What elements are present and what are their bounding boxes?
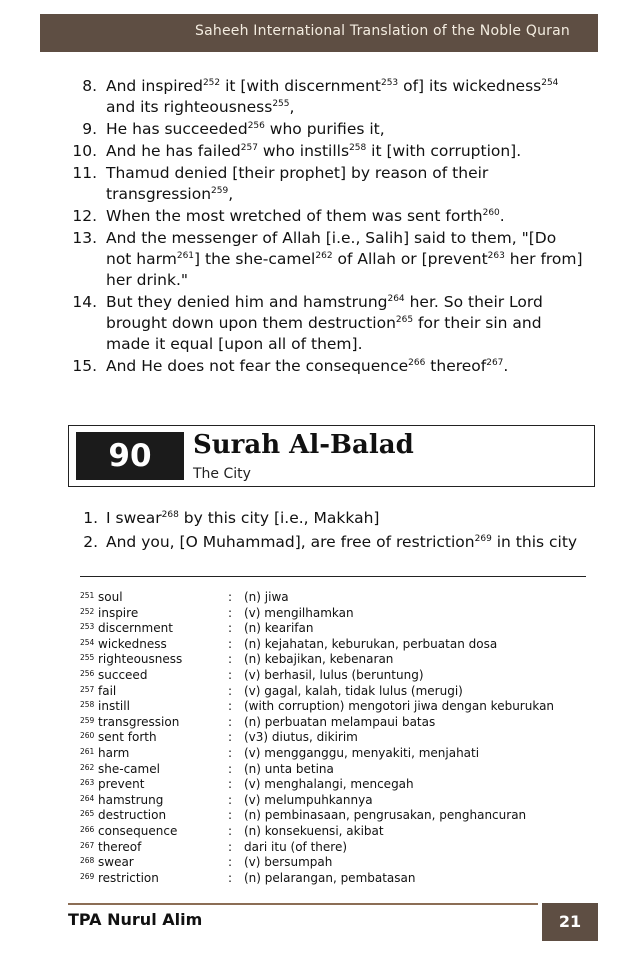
footnote-term: harm [98, 745, 130, 760]
footnote-separator: : [228, 699, 233, 714]
footnote-number: 251 [80, 591, 95, 600]
footnote-term: sent forth [98, 730, 157, 745]
footnote-entry [80, 621, 590, 637]
verse-text: I swear$^{268}$ by this city [i.e., Makkah] [106, 509, 380, 527]
footnote-separator: : [228, 667, 233, 682]
footnote-term: wickedness [98, 636, 167, 651]
footnote-entry [80, 762, 590, 778]
footnote-entry [80, 699, 590, 715]
verse-number: 15. [72, 357, 97, 375]
footnote-ref: 256 [247, 120, 265, 131]
footnote-number: 262 [80, 762, 95, 772]
footnote-meaning: (v) gagal, kalah, tidak lulus (merugi) [244, 683, 463, 698]
footnote-number: 258 [80, 700, 95, 710]
footnote-entry [80, 606, 590, 622]
verse-text: When the most wretched of them was sent forth$^{260}$. [106, 207, 505, 225]
verse [64, 530, 594, 554]
footnote-term: destruction [98, 808, 167, 823]
footnote-entry [80, 637, 590, 653]
footnote-ref: 257 [240, 142, 258, 153]
footnote-ref: 259 [211, 185, 229, 196]
footnote-term: inspire [98, 605, 139, 620]
footnote-meaning: (n) unta betina [244, 761, 334, 776]
footnote-number: 266 [80, 824, 95, 834]
footnote-ref: 255 [272, 98, 290, 109]
verse [66, 141, 586, 162]
footnote-ref: 269 [474, 533, 492, 544]
footnote-number: 256 [80, 668, 95, 678]
verse [66, 163, 586, 205]
footnote-entry [80, 715, 590, 731]
header-title: Saheeh International Translation of the Noble Quran [195, 23, 570, 39]
footnote-meaning: (n) pelarangan, pembatasan [244, 870, 416, 885]
footnote-entry [80, 730, 590, 746]
verse-number: 14. [72, 293, 97, 311]
verse [66, 356, 586, 377]
footnote-divider [80, 576, 586, 577]
footnote-ref: 264 [387, 293, 405, 304]
footnote-ref: 261 [176, 250, 195, 261]
footnote-meaning: (v) menghalangi, mencegah [244, 777, 414, 792]
footnote-separator: : [228, 605, 233, 620]
footnote-meaning: (n) konsekuensi, akibat [244, 823, 384, 838]
footnote-entry [80, 746, 590, 762]
verse-text: But they denied him and hamstrung$^{264}$ her. So their Lord brought down upon them destruction$^{265}$ for their sin and made it equal [upon all of them]. [106, 293, 543, 353]
footnote-number: 261 [80, 746, 95, 756]
verse [66, 119, 586, 140]
verse-number: 12. [72, 207, 97, 225]
footnote-term: succeed [98, 667, 148, 682]
footnote-term: hamstrung [98, 792, 164, 807]
verse-text: And the messenger of Allah [i.e., Salih] said to them, "[Do not harm$^{261}$] the she-camel$^{262}$ of Allah or [prevent$^{263}$ her from] her drink." [106, 229, 583, 289]
footnote-meaning: (n) jiwa [244, 590, 289, 604]
footnote-separator: : [228, 652, 233, 667]
footnote-separator: : [228, 714, 233, 729]
verse-number: 9. [82, 120, 97, 138]
page-number: 21 [542, 903, 598, 941]
footnote-entry [80, 793, 590, 809]
footnote-number: 254 [80, 637, 95, 647]
verse [66, 76, 586, 118]
verse [66, 292, 586, 355]
footnote-term: instill [98, 699, 130, 714]
footnote-entry [80, 808, 590, 824]
footnote-term: soul [98, 590, 123, 604]
footnote-separator: : [228, 590, 233, 604]
verse-number: 10. [72, 142, 97, 160]
verse-list-surah-90 [64, 506, 594, 554]
verse [66, 228, 586, 291]
footnote-ref: 267 [486, 357, 504, 368]
footnote-meaning: (n) pembinasaan, pengrusakan, penghancuran [244, 808, 527, 823]
footnote-meaning: (n) kearifan [244, 621, 314, 636]
footnote-meaning: (v) melumpuhkannya [244, 792, 373, 807]
footnote-meaning: (with corruption) mengotori jiwa dengan keburukan [244, 699, 555, 714]
footnote-separator: : [228, 855, 233, 870]
footnote-number: 264 [80, 793, 95, 803]
verse-number: 8. [82, 77, 97, 95]
footnote-term: swear [98, 855, 134, 870]
surah-heading [68, 425, 595, 487]
footnote-number: 259 [80, 715, 95, 725]
footnote-number: 252 [80, 606, 95, 616]
footnote-term: prevent [98, 777, 145, 792]
verse-text: And He does not fear the consequence$^{266}$ thereof$^{267}$. [106, 357, 509, 375]
footer-rule [68, 903, 538, 905]
footnote-meaning: (n) kebajikan, kebenaran [244, 652, 394, 667]
footnote-entry [80, 855, 590, 871]
verse-text: He has succeeded$^{256}$ who purifies it, [106, 120, 385, 138]
footnote-separator: : [228, 870, 233, 885]
footnote-ref: 262 [315, 250, 333, 261]
verse-text: And you, [O Muhammad], are free of restriction$^{269}$ in this city [106, 533, 578, 551]
footnote-separator: : [228, 761, 233, 776]
verse-number: 1. [83, 509, 98, 527]
verse-number: 11. [72, 164, 97, 182]
footnote-number: 267 [80, 840, 95, 850]
footnote-separator: : [228, 730, 233, 745]
footnote-meaning: (v) bersumpah [244, 855, 333, 870]
footnote-number: 255 [80, 653, 95, 663]
footnote-term: thereof [98, 839, 142, 854]
verse-number: 13. [72, 229, 97, 247]
footnote-ref: 268 [161, 509, 179, 520]
footnote-number: 260 [80, 731, 95, 741]
footnote-ref: 252 [202, 77, 221, 88]
footnote-entry [80, 871, 590, 887]
footnote-entry [80, 684, 590, 700]
footnote-ref: 260 [482, 207, 500, 218]
footnote-ref: 258 [349, 142, 367, 153]
footnote-number: 253 [80, 622, 95, 632]
surah-subtitle: The City [193, 466, 251, 482]
footnote-entry [80, 840, 590, 856]
footnote-term: consequence [98, 823, 178, 838]
footnote-separator: : [228, 636, 233, 651]
footnote-separator: : [228, 745, 233, 760]
footnote-number: 263 [80, 778, 95, 788]
footnote-separator: : [228, 777, 233, 792]
footnote-separator: : [228, 792, 233, 807]
footnote-number: 268 [80, 856, 95, 866]
footnote-entry [80, 668, 590, 684]
footnote-meaning: dari itu (of there) [244, 839, 348, 854]
footnote-ref: 265 [395, 314, 414, 325]
footnote-term: discernment [98, 621, 173, 636]
footnote-ref: 254 [541, 77, 559, 88]
footnote-number: 265 [80, 809, 95, 819]
footnote-term: fail [98, 683, 117, 698]
verse-text: And he has failed$^{257}$ who instills$^{258}$ it [with corruption]. [106, 142, 522, 160]
footnote-meaning: (v3) diutus, dikirim [244, 730, 358, 745]
footnote-ref: 263 [487, 250, 505, 261]
footnote-ref: 266 [408, 357, 426, 368]
footnote-meaning: (v) mengganggu, menyakiti, menjahati [244, 745, 480, 760]
verse-text: Thamud denied [their prophet] by reason of their transgression$^{259}$, [106, 164, 489, 203]
footnote-meaning: (v) berhasil, lulus (beruntung) [244, 667, 424, 682]
footnote-number: 257 [80, 684, 95, 694]
footnote-meaning: (n) kejahatan, keburukan, perbuatan dosa [244, 636, 498, 651]
footnote-list [80, 590, 590, 886]
footnote-separator: : [228, 823, 233, 838]
footnote-separator: : [228, 839, 233, 854]
verse-text: And inspired$^{252}$ it [with discernment$^{253}$ of] its wickedness$^{254}$ and its righteousness$^{255}$, [106, 77, 559, 116]
footnote-term: she-camel [98, 761, 160, 776]
footnote-entry [80, 777, 590, 793]
page-header-bar [40, 14, 598, 52]
footnote-number: 269 [80, 871, 95, 881]
surah-name: Surah Al-Balad [193, 430, 414, 460]
footnote-meaning: (n) perbuatan melampaui batas [244, 714, 436, 729]
footnote-entry [80, 652, 590, 668]
footer-publisher: TPA Nurul Alim [68, 910, 203, 929]
verse-number: 2. [83, 533, 98, 551]
surah-number: 90 [76, 432, 184, 480]
footnote-separator: : [228, 808, 233, 823]
footnote-ref: 253 [380, 77, 399, 88]
footnote-separator: : [228, 621, 233, 636]
verse [64, 506, 594, 530]
footnote-separator: : [228, 683, 233, 698]
verse-list [66, 76, 586, 378]
footnote-term: restriction [98, 870, 159, 885]
verse [66, 206, 586, 227]
footnote-term: transgression [98, 714, 180, 729]
footnote-term: righteousness [98, 652, 183, 667]
footnote-entry [80, 824, 590, 840]
footnote-meaning: (v) mengilhamkan [244, 605, 354, 620]
footnote-entry [80, 590, 590, 606]
